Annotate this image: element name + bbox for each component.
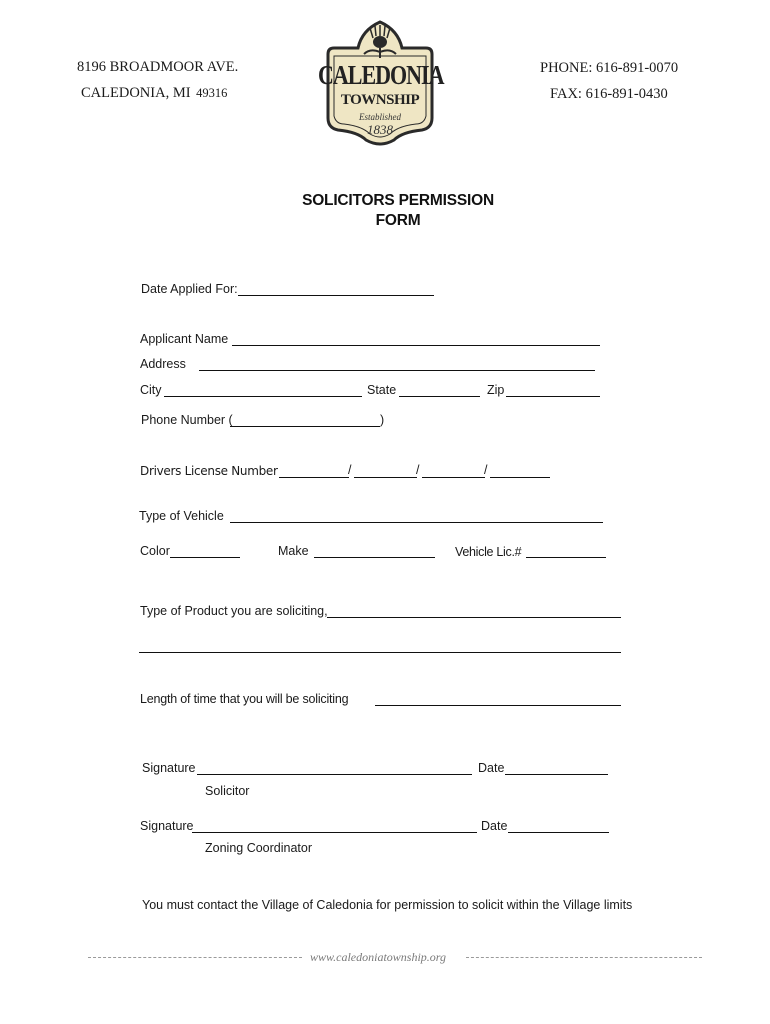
zip-code: 49316 xyxy=(196,86,228,100)
color-field[interactable] xyxy=(170,557,240,558)
zip-label: Zip xyxy=(487,383,505,397)
zip-field[interactable] xyxy=(506,396,600,397)
date-solicitor-label: Date xyxy=(478,761,505,775)
fax: FAX: 616-891-0430 xyxy=(550,86,668,102)
license-field-1[interactable] xyxy=(279,477,349,478)
date-applied-field[interactable] xyxy=(238,295,434,296)
product-field[interactable] xyxy=(327,617,621,618)
product-label: Type of Product you are soliciting, xyxy=(140,604,328,618)
form-title-line1: SOLICITORS PERMISSION xyxy=(302,192,494,209)
date-zoning-label: Date xyxy=(481,819,508,833)
city-state: CALEDONIA, MI xyxy=(81,85,191,101)
footer-divider-left xyxy=(88,957,302,958)
phone-number-label: Phone Number ( xyxy=(141,413,233,427)
make-field[interactable] xyxy=(314,557,435,558)
license-separator-1: / xyxy=(348,463,352,477)
logo-line2: TOWNSHIP xyxy=(340,92,420,108)
phone-number-field[interactable] xyxy=(230,426,380,427)
make-label: Make xyxy=(278,544,309,558)
license-separator-2: / xyxy=(416,463,420,477)
township-logo xyxy=(318,18,442,148)
phone: PHONE: 616-891-0070 xyxy=(540,60,679,76)
drivers-license-label: Drivers License Number xyxy=(140,464,278,478)
logo-line1: CALEDONIA xyxy=(318,58,444,90)
color-label: Color xyxy=(140,544,170,558)
city-field[interactable] xyxy=(164,396,362,397)
address-label: Address xyxy=(140,357,186,371)
vehicle-lic-label: Vehicle Lic.# xyxy=(455,545,522,559)
vehicle-type-label: Type of Vehicle xyxy=(139,509,224,523)
signature-zoning-field[interactable] xyxy=(192,832,477,833)
address-field[interactable] xyxy=(199,370,595,371)
license-field-3[interactable] xyxy=(422,477,485,478)
logo-established: Established xyxy=(359,112,401,122)
vehicle-type-field[interactable] xyxy=(230,522,603,523)
village-notice: You must contact the Village of Caledonia for permission to solicit within the Village limits xyxy=(142,898,633,912)
address-line2 xyxy=(81,85,227,102)
signature-zoning-label: Signature xyxy=(140,819,194,833)
applicant-name-field[interactable] xyxy=(232,345,600,346)
date-solicitor-field[interactable] xyxy=(505,774,608,775)
applicant-name-label: Applicant Name xyxy=(140,332,229,346)
date-applied-label: Date Applied For: xyxy=(141,282,238,296)
logo-year: 1838 xyxy=(367,122,393,137)
license-field-2[interactable] xyxy=(354,477,417,478)
footer-divider-right xyxy=(466,957,702,958)
city-label: City xyxy=(140,383,162,397)
form-title-line2: FORM xyxy=(375,212,421,229)
address-line1: 8196 BROADMOOR AVE. xyxy=(77,59,239,75)
state-label: State xyxy=(367,383,397,397)
phone-number-close: ) xyxy=(380,413,385,427)
length-of-time-label: Length of time that you will be soliciting xyxy=(140,692,349,706)
state-field[interactable] xyxy=(399,396,480,397)
license-field-4[interactable] xyxy=(490,477,550,478)
signature-solicitor-label: Signature xyxy=(142,761,196,775)
footer-url[interactable]: www.caledoniatownship.org xyxy=(310,950,447,964)
signature-solicitor-field[interactable] xyxy=(197,774,472,775)
date-zoning-field[interactable] xyxy=(508,832,609,833)
solicitor-caption: Solicitor xyxy=(205,784,250,798)
product-field-line2[interactable] xyxy=(139,652,621,653)
license-separator-3: / xyxy=(484,463,488,477)
length-of-time-field[interactable] xyxy=(375,705,621,706)
vehicle-lic-field[interactable] xyxy=(526,557,606,558)
zoning-coordinator-caption: Zoning Coordinator xyxy=(205,841,313,855)
